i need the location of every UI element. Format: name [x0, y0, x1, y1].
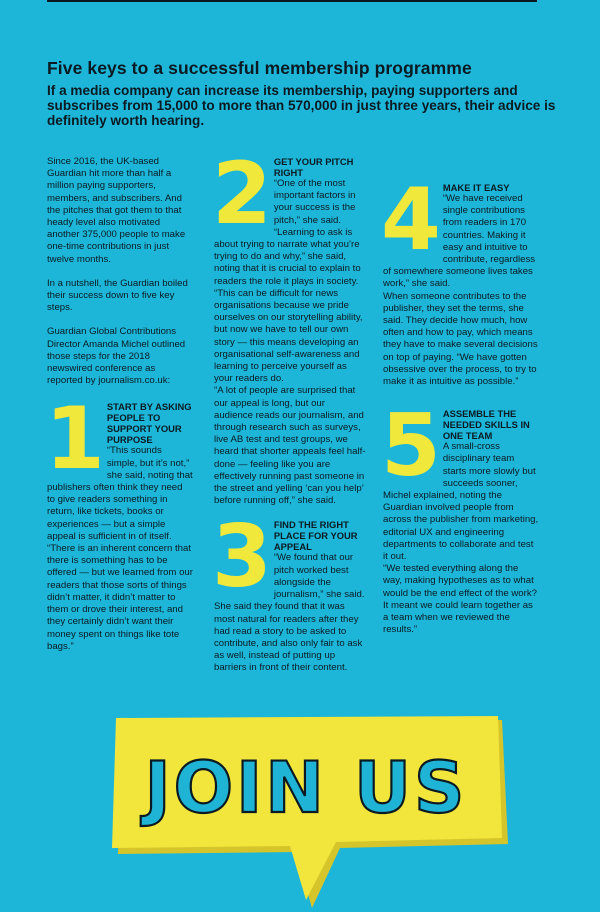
key-paragraph: “This can be difficult for news organisations because we pride ourselves on our storytelling ability, but now we have to tell our own story — this means developing an organisational self-awareness and learning to perceive yourself as your readers do. — [214, 287, 363, 385]
key-number: 3 — [212, 507, 270, 608]
key-2 — [212, 144, 366, 507]
key-paragraph: “We have received single contributions from readers in 170 countries. Making it easy and intuitive to contribute, regardless of somewhere someone lives takes work,” she said. — [383, 193, 536, 290]
key-heading: ASSEMBLE THE NEEDED SKILLS IN ONE TEAM — [442, 408, 530, 442]
key-number: 5 — [381, 396, 439, 497]
key-paragraph: “This sounds simple, but it’s not,” she said, noting that publishers often think they need to give readers something in return, like tickets, books or experiences — but a simple appeal is sufficient in of itself. — [47, 445, 193, 542]
intro-paragraph: In a nutshell, the Guardian boiled their success down to five key steps. — [47, 277, 188, 314]
join-us-banner — [0, 712, 600, 912]
join-us-text: JOIN US — [144, 747, 468, 829]
key-4 — [381, 170, 539, 388]
key-paragraph: “One of the most important factors in your success is the pitch,” she said. — [273, 178, 356, 226]
key-number: 1 — [45, 389, 103, 490]
key-paragraph: When someone contributes to the publisher, they set the terms, she said. They decide how much, how often and how to pay, which means they have to make several decisions on top of paying. “We have gotten obsessive over the process, to try to make it as intuitive as possible.” — [383, 290, 538, 388]
key-5 — [381, 396, 539, 636]
key-paragraph: A small-cross disciplinary team starts more slowly but succeeds sooner, Michel explained, noting the Guardian involved people from across the publisher from marketing, editorial UX and engineering departments to collaborate and test it out. — [383, 441, 539, 563]
key-paragraph: “A lot of people are surprised that our appeal is long, but our audience reads our journalism, and through research such as surveys, live AB test and test groups, we heard that shorter appeals feel half-done — feeling like you are effectively running past someone in the street and yelling ‘can you help’ before running off,” she said. — [214, 385, 366, 507]
article-title: Five keys to a successful membership programme — [47, 58, 472, 78]
key-number: 4 — [381, 170, 439, 270]
key-paragraph: “There is an inherent concern that there is something has to be offered — but we learned from our readers that those sorts of things didn’t matter, it didn’t matter to them or drove their interest, and they certainly didn’t want their money spent on things like tote bags.” — [47, 543, 193, 652]
key-paragraph: “We found that our pitch worked best alongside the journalism,” she said. She said they found that it was most natural for readers after they had read a story to be asked to contribute, and also only fair to ask as well, instead of putting up barriers in front of their content. — [214, 552, 365, 674]
article-lead: If a media company can increase its membership, paying supporters and subscribes from 15,000 to more than 570,000 in just three years, their advice is definitely worth hearing. — [47, 83, 556, 128]
column-2 — [212, 144, 366, 675]
key-heading: MAKE IT EASY — [442, 182, 510, 193]
column-1 — [47, 156, 193, 653]
key-heading: START BY ASKING PEOPLE TO SUPPORT YOUR PURPOSE — [106, 401, 192, 446]
key-paragraph: “Learning to ask is about trying to narrate what you’re trying to do and why,” she said, noting that it is crucial to explain to readers the role it plays in society. — [214, 226, 361, 287]
key-number: 2 — [212, 144, 270, 244]
column-3 — [383, 156, 539, 637]
intro-paragraph: Guardian Global Contributions Director Amanda Michel outlined those steps for the 2018 newswired conference as reported by journalism.co.uk: — [47, 326, 186, 387]
key-3 — [212, 507, 366, 674]
key-heading: FIND THE RIGHT PLACE FOR YOUR APPEAL — [273, 519, 358, 553]
key-paragraph: “We tested everything along the way, making hypotheses as to what would be the end effect of the work? It meant we could learn together as a team when we reviewed the results.” — [383, 563, 537, 636]
intro-paragraph: Since 2016, the UK-based Guardian hit more than half a million paying supporters, members, and subscribers. And the pitches that got them to that heady level also motivated another 375,000 people to make one-time contributions in just twelve months. — [47, 156, 186, 265]
key-1 — [45, 389, 193, 652]
key-heading: GET YOUR PITCH RIGHT — [273, 156, 354, 178]
top-rule — [47, 0, 537, 2]
